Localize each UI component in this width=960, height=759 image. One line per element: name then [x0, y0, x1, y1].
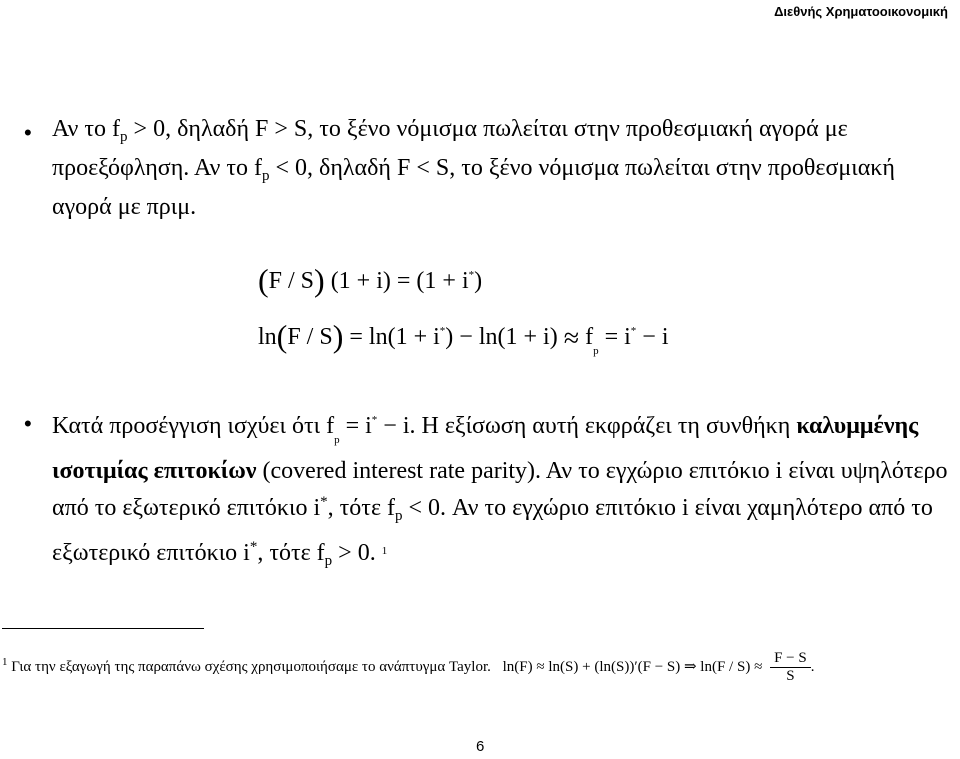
paragraph-2: Κατά προσέγγιση ισχύει ότι $f_p = i^* - i$. Η εξίσωση αυτή εκφράζει τη συνθήκη καλυμμένης ισοτιμίας επιτοκίων (covered interest rate parity). Αν το εγχώριο επιτόκιο i είναι υψηλότερο από το εξωτερικό επιτόκιο i*, τότε $f_p < 0$. Αν το εγχώριο επιτόκιο i είναι χαμηλότερο από το εξωτερικό επιτόκιο i*, τότε $f_p > 0$. $^1$ [52, 413, 948, 569]
bold-term: καλυμμένης ισοτιμίας επιτοκίων [52, 413, 919, 484]
footnote-fraction: $\frac{F - S}{S}$ [770, 650, 811, 685]
paragraph-1: Αν το $f_p > 0$, δηλαδή F > S, το ξένο νόμισμα πωλείται στην προθεσμιακή αγορά με προεξόφληση. Αν το $f_p < 0$, δηλαδή F < S, το ξένο νόμισμα πωλείται στην προθεσμιακή αγορά με πριμ. [52, 116, 895, 220]
footnote-divider [2, 628, 204, 629]
footnote: $^1$ Για την εξαγωγή της παραπάνω σχέσης χρησιμοποιήσαμε το ανάπτυγμα Taylor. ln(F) ≈ ln(S) + (ln(S))′(F − S) ⇒ ln(F / S) ≈ $\frac{F - S}{S}$ . [2, 650, 815, 684]
equation-1: (F / S) (1 + i) = (1 + i*) [258, 262, 483, 298]
footnote-ref[interactable]: 1 [381, 545, 388, 557]
running-header: Διεθνής Χρηματοοικονομική [774, 4, 948, 19]
bullet-1: • [24, 120, 32, 145]
page-number: 6 [476, 738, 485, 755]
equation-2: $\ln(F / S) = \ln(1 + i^*) - \ln(1 + i) \approx f_p = i^* - i$ [258, 318, 669, 357]
bullet-2: • [24, 411, 32, 436]
